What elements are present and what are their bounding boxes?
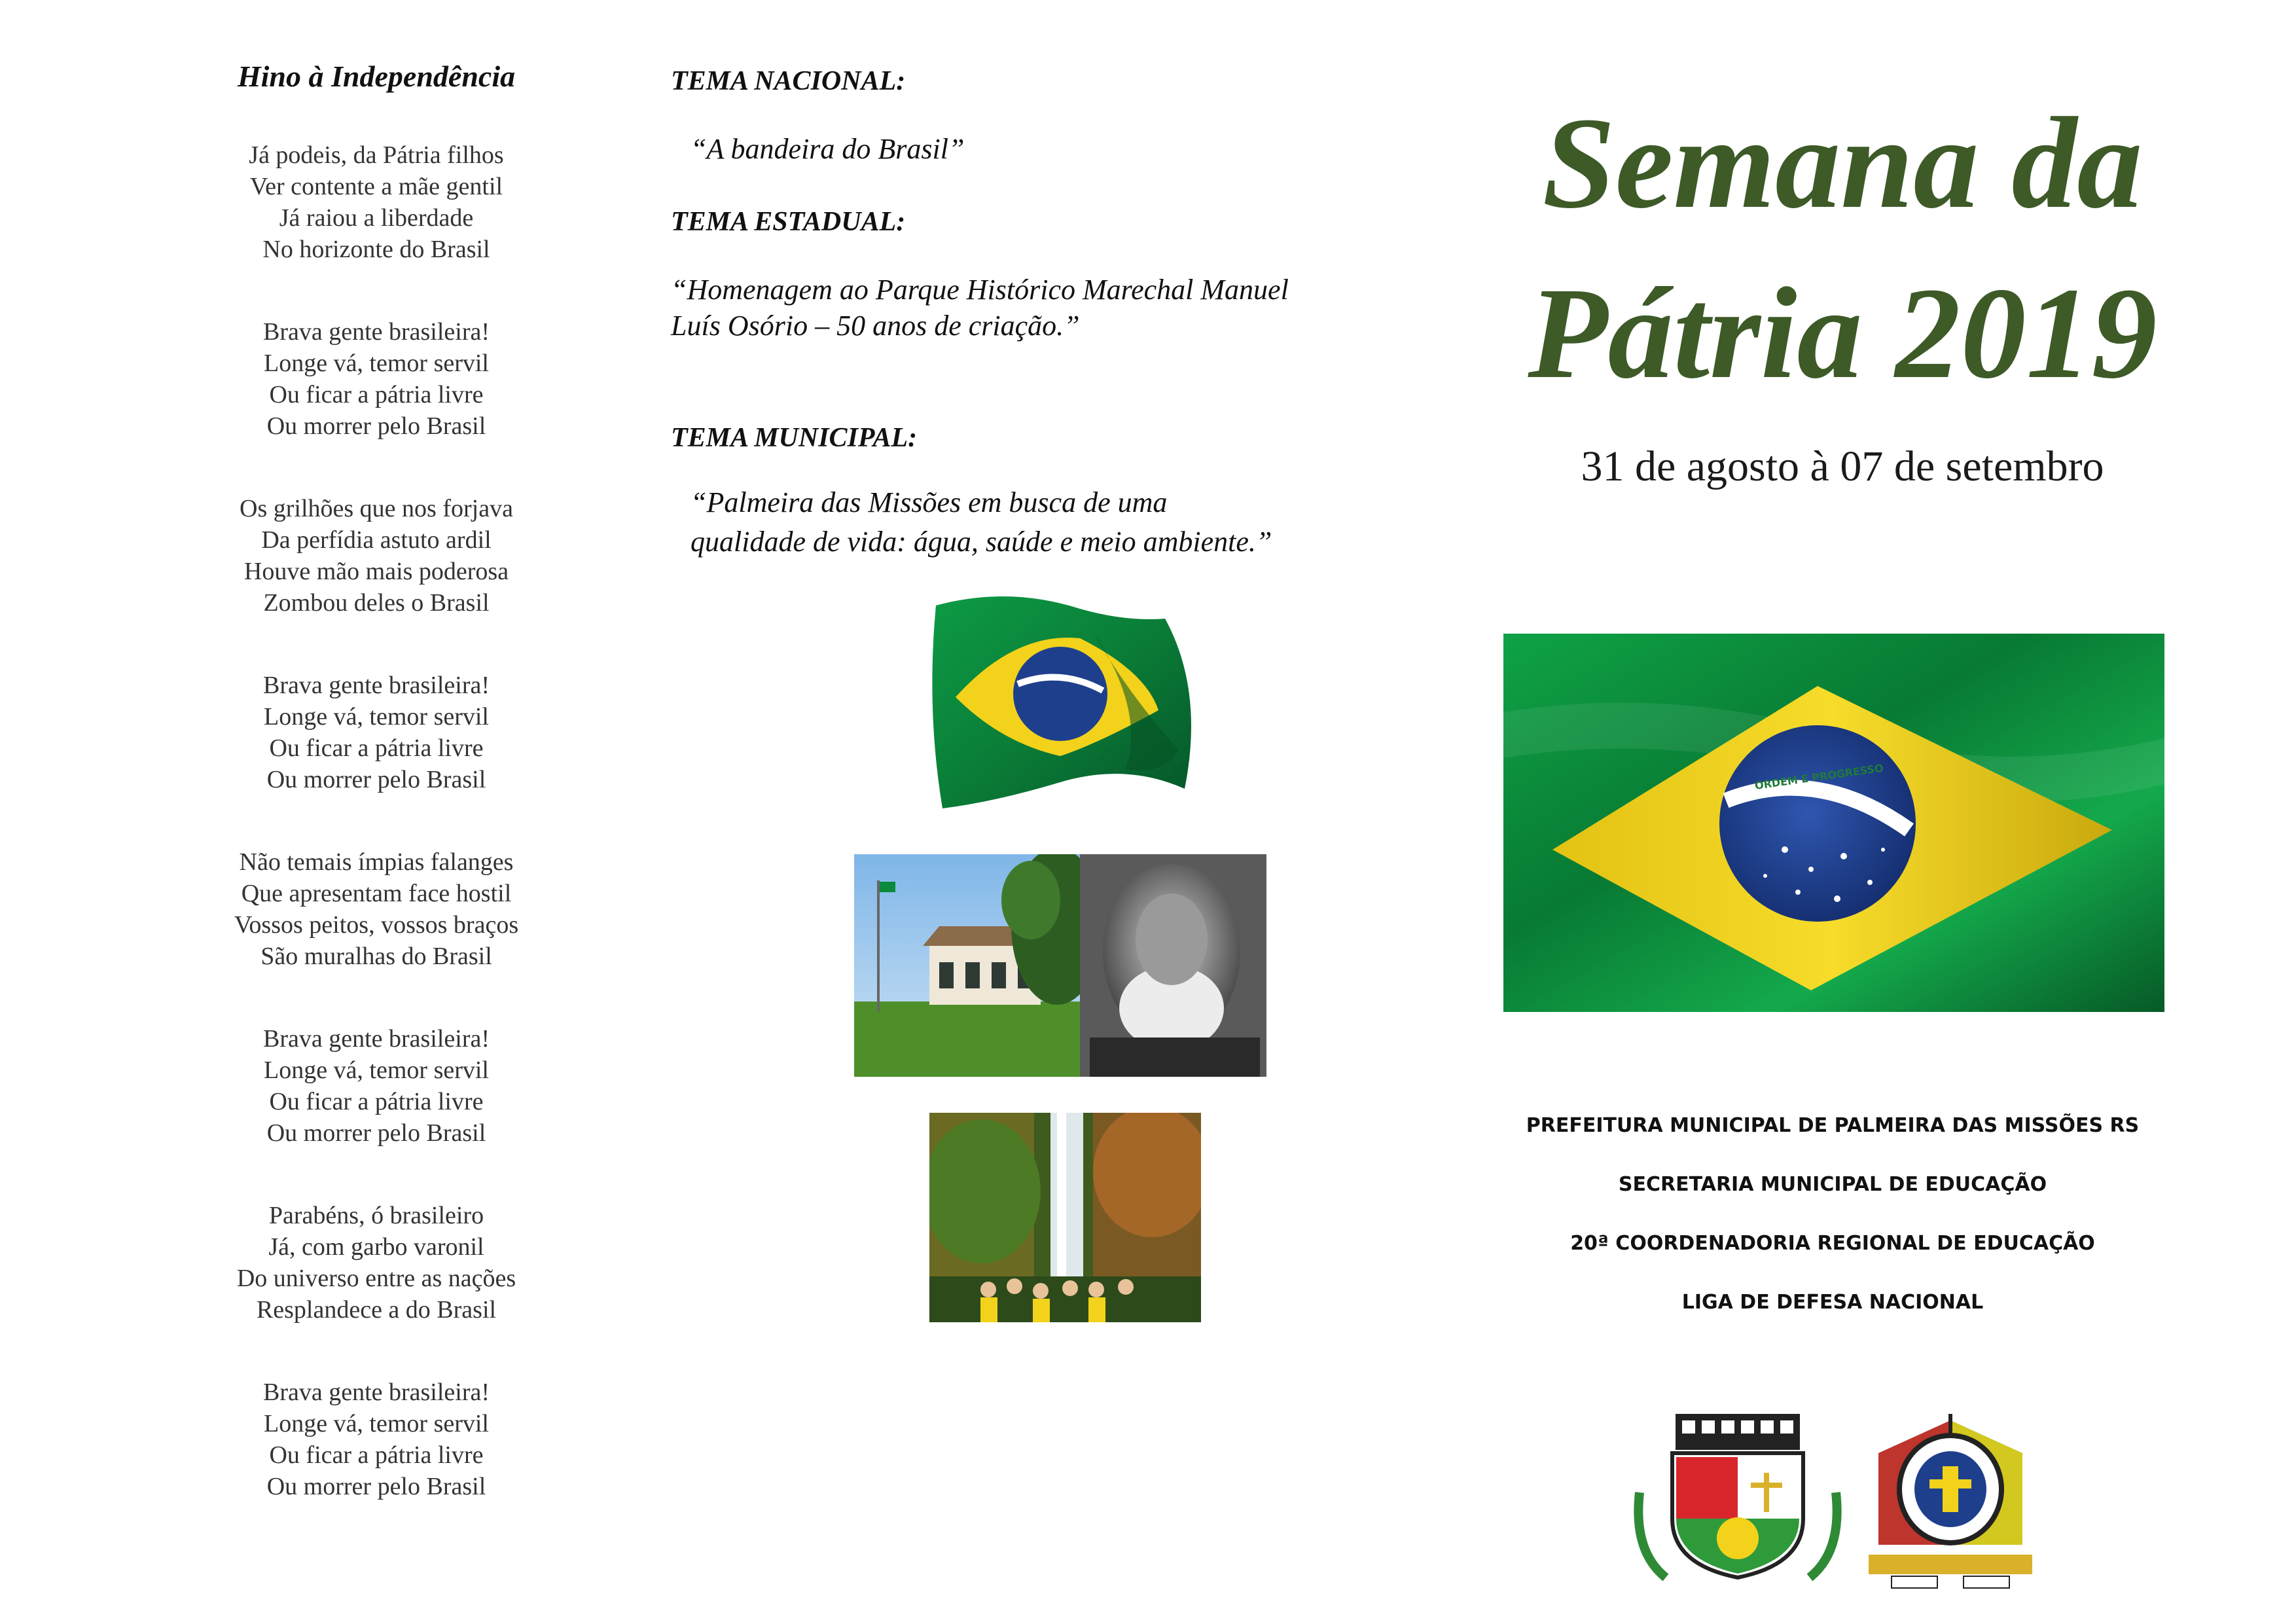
hymn-stanza xyxy=(151,316,602,442)
tema-municipal-line1: “Palmeira das Missões em busca de uma xyxy=(691,486,1168,518)
hymn-verse: Ou ficar a pátria livre xyxy=(269,381,484,408)
hymn-stanza xyxy=(151,139,602,265)
hymn-verse: Ou ficar a pátria livre xyxy=(269,1088,484,1115)
hymn-verse: Ou morrer pelo Brasil xyxy=(266,412,486,440)
hymn-verse: Zombou deles o Brasil xyxy=(263,589,490,617)
hymn-column xyxy=(151,59,602,1553)
tema-nacional-label: TEMA NACIONAL: xyxy=(671,66,906,96)
hymn-verse: Ou ficar a pátria livre xyxy=(269,1441,484,1469)
hymn-verse: Já podeis, da Pátria filhos xyxy=(249,141,504,169)
hymn-stanza xyxy=(151,1377,602,1502)
hymn-verse: Vossos peitos, vossos braços xyxy=(234,911,519,939)
organizer-prefeitura: PREFEITURA MUNICIPAL DE PALMEIRA DAS MISSÕES RS xyxy=(1526,1114,2140,1137)
cover-date: 31 de agosto à 07 de setembro xyxy=(1581,442,2104,490)
cover-title-line1: Semana da xyxy=(1542,91,2143,236)
hymn-verse: Não temais ímpias falanges xyxy=(239,848,514,876)
hymn-verse: Houve mão mais poderosa xyxy=(243,558,509,585)
tema-municipal-label: TEMA MUNICIPAL: xyxy=(671,423,918,453)
hymn-verse: Parabéns, ó brasileiro xyxy=(268,1202,484,1229)
hymn-verse: Ou morrer pelo Brasil xyxy=(266,1473,486,1500)
hymn-stanza xyxy=(151,670,602,795)
state-coat-of-arms xyxy=(1852,1414,2049,1591)
hymn-verse: Da perfídia astuto ardil xyxy=(261,526,492,554)
tema-estadual-line2: Luís Osório – 50 anos de criação.” xyxy=(671,310,1080,342)
hymn-verse: Já raiou a liberdade xyxy=(279,204,474,232)
tema-nacional-text: “A bandeira do Brasil” xyxy=(691,133,965,165)
park-and-portrait-photo xyxy=(854,854,1266,1077)
waving-flag-image xyxy=(929,592,1204,815)
tema-municipal-line2: qualidade de vida: água, saúde e meio ambiente.” xyxy=(691,526,1272,558)
hymn-verse: Longe vá, temor servil xyxy=(263,350,489,377)
hymn-verse: Ou morrer pelo Brasil xyxy=(266,1119,486,1147)
hymn-verse: Brava gente brasileira! xyxy=(262,1025,490,1053)
organizer-coordenadoria: 20ª COORDENADORIA REGIONAL DE EDUCAÇÃO xyxy=(1570,1232,2095,1255)
municipal-coat-of-arms xyxy=(1626,1414,1849,1584)
hymn-verse: Brava gente brasileira! xyxy=(262,318,490,346)
hymn-verse: Que apresentam face hostil xyxy=(241,880,512,907)
hymn-verse: Resplandece a do Brasil xyxy=(256,1296,497,1324)
hymn-verse: Brava gente brasileira! xyxy=(262,672,490,699)
hymn-title: Hino à Independência xyxy=(237,60,516,93)
hymn-verse: Ver contente a mãe gentil xyxy=(249,173,503,200)
flag-motto: ORDEM E PROGRESSO xyxy=(1753,761,1884,792)
hymn-verse: Longe vá, temor servil xyxy=(263,703,489,731)
hymn-verse: Longe vá, temor servil xyxy=(263,1410,489,1437)
hymn-verse: Brava gente brasileira! xyxy=(262,1379,490,1406)
organizer-secretaria: SECRETARIA MUNICIPAL DE EDUCAÇÃO xyxy=(1618,1173,2047,1196)
tema-estadual-line1: “Homenagem ao Parque Histórico Marechal Manuel xyxy=(671,274,1289,306)
hymn-verse: Do universo entre as nações xyxy=(236,1265,516,1292)
hymn-verse: Os grilhões que nos forjava xyxy=(240,495,513,522)
hymn-stanzas xyxy=(151,139,602,1502)
hymn-stanza xyxy=(151,1200,602,1326)
hymn-verse: Ou ficar a pátria livre xyxy=(269,734,484,762)
cover-title xyxy=(1466,79,2219,419)
brazil-flag-image xyxy=(1503,634,2164,1012)
hymn-verse: Já, com garbo varonil xyxy=(268,1233,484,1261)
hymn-verse: No horizonte do Brasil xyxy=(262,236,490,263)
tema-estadual-label: TEMA ESTADUAL: xyxy=(671,207,906,237)
cover-title-line2: Pátria 2019 xyxy=(1528,261,2157,406)
hymn-stanza xyxy=(151,1023,602,1149)
hymn-verse: Ou morrer pelo Brasil xyxy=(266,766,486,793)
hymn-verse: São muralhas do Brasil xyxy=(260,943,492,970)
waterfall-photo xyxy=(929,1113,1201,1322)
organizer-liga: LIGA DE DEFESA NACIONAL xyxy=(1681,1291,1984,1314)
hymn-stanza xyxy=(151,493,602,619)
hymn-stanza xyxy=(151,846,602,972)
hymn-verse: Longe vá, temor servil xyxy=(263,1056,489,1084)
